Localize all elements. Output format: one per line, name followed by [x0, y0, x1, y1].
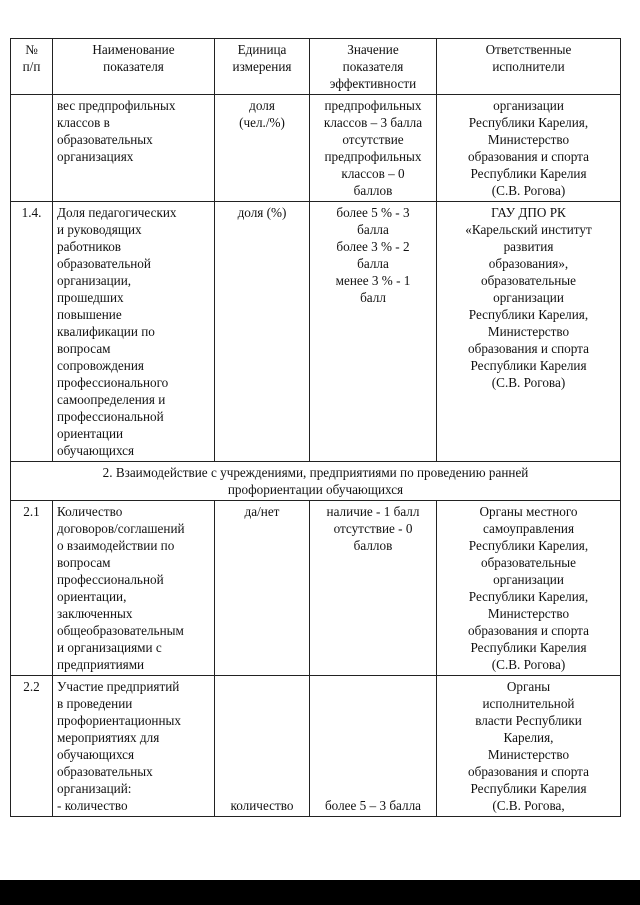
header-responsible: Ответственные исполнители — [437, 39, 621, 95]
scan-bottom-edge — [0, 880, 640, 905]
header-unit: Единица измерения — [215, 39, 310, 95]
table-header-row — [11, 39, 621, 95]
table-row — [11, 501, 621, 676]
row-number: 2.2 — [11, 676, 53, 817]
indicator-table — [10, 38, 621, 817]
row-number: 1.4. — [11, 202, 53, 462]
row-value: наличие - 1 балл отсутствие - 0 баллов — [310, 501, 437, 676]
row-name: вес предпрофильных классов в образовательных организациях — [53, 95, 215, 202]
header-name: Наименование показателя — [53, 39, 215, 95]
row-unit: количество — [215, 676, 310, 817]
table-row — [11, 202, 621, 462]
row-number — [11, 95, 53, 202]
header-value: Значение показателя эффективности — [310, 39, 437, 95]
row-unit: да/нет — [215, 501, 310, 676]
row-responsible: ГАУ ДПО РК «Карельский институт развития образования», образовательные организации Республики Карелия, Министерство образования и спорта Республики Карелия (С.В. Рогова) — [437, 202, 621, 462]
row-name: Доля педагогических и руководящих работников образовательной организации, прошедших повышение квалификации по вопросам сопровождения профессионального самоопределения и профессиональной ориентации обучающихся — [53, 202, 215, 462]
row-name: Участие предприятий в проведении профориентационных мероприятиях для обучающихся образовательных организаций: - количество — [53, 676, 215, 817]
row-value: предпрофильных классов – 3 балла отсутствие предпрофильных классов – 0 баллов — [310, 95, 437, 202]
row-responsible: Органы местного самоуправления Республики Карелия, образовательные организации Республики Карелия, Министерство образования и спорта Республики Карелия (С.В. Рогова) — [437, 501, 621, 676]
header-number: № п/п — [11, 39, 53, 95]
table-row — [11, 676, 621, 817]
row-value: более 5 % - 3 балла более 3 % - 2 балла менее 3 % - 1 балл — [310, 202, 437, 462]
section-heading-row — [11, 462, 621, 501]
row-unit: доля (чел./%) — [215, 95, 310, 202]
section-heading: 2. Взаимодействие с учреждениями, предприятиями по проведению ранней профориентации обучающихся — [11, 462, 621, 501]
row-responsible: Органы исполнительной власти Республики Карелия, Министерство образования и спорта Республики Карелия (С.В. Рогова, — [437, 676, 621, 817]
row-number: 2.1 — [11, 501, 53, 676]
row-value: более 5 – 3 балла — [310, 676, 437, 817]
row-unit: доля (%) — [215, 202, 310, 462]
row-name: Количество договоров/соглашений о взаимодействии по вопросам профессиональной ориентации, заключенных общеобразовательным и организациями с предприятиями — [53, 501, 215, 676]
row-responsible: организации Республики Карелия, Министерство образования и спорта Республики Карелия (С.В. Рогова) — [437, 95, 621, 202]
table-row — [11, 95, 621, 202]
